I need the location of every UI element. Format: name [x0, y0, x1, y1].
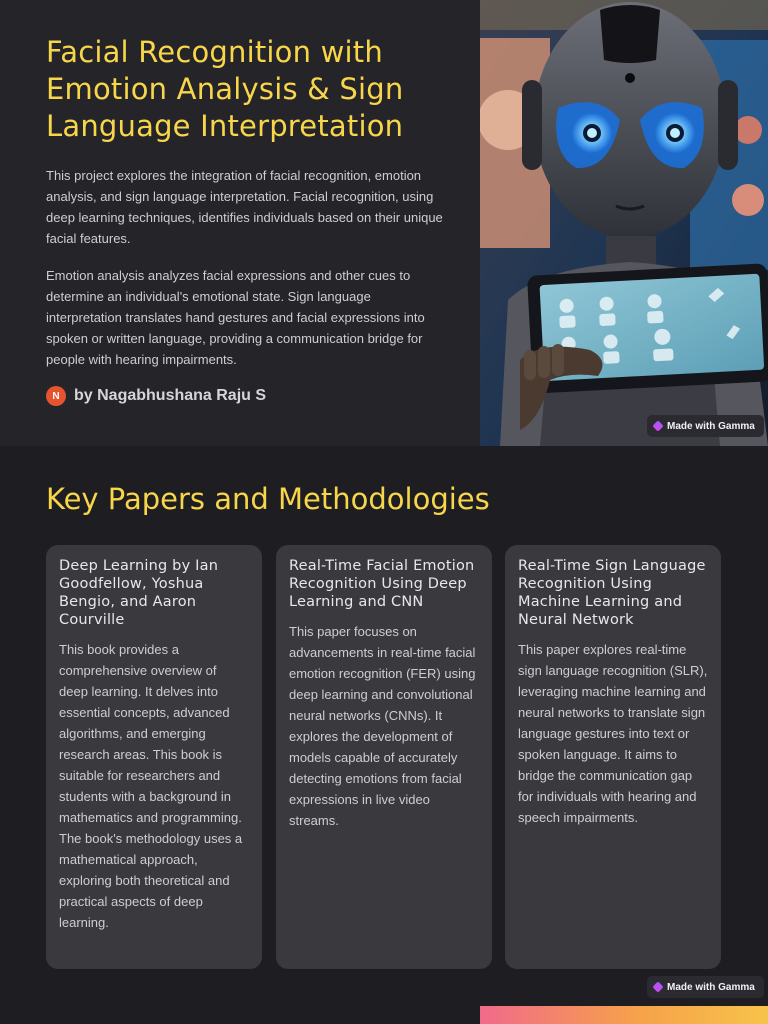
section-title: Key Papers and Methodologies — [46, 482, 490, 516]
badge-label: Made with Gamma — [667, 420, 755, 432]
badge-label: Made with Gamma — [667, 981, 755, 993]
robot-illustration-svg — [480, 0, 768, 446]
made-with-gamma-badge[interactable] — [647, 415, 764, 437]
card-body: This paper explores real-time sign language recognition (SLR), leveraging machine learning and neural networks to translate sign language gestures into text or spoken language. It aims to bridge the communication gap for individuals with hearing and speech impairments. — [518, 642, 708, 825]
author-line — [46, 386, 266, 406]
made-with-gamma-badge[interactable] — [647, 976, 764, 998]
card-title: Deep Learning by Ian Goodfellow, Yoshua Bengio, and Aaron Courville — [59, 558, 219, 628]
card-body: This paper focuses on advancements in real-time facial emotion recognition (FER) using deep learning and convolutional neural networks (CNNs). It explores the development of models capable of accurately detecting emotions from facial expressions in live video streams. — [289, 624, 476, 828]
paper-card — [46, 545, 262, 969]
next-slide-strip — [480, 1006, 768, 1024]
author-name: by Nagabhushana Raju S — [74, 387, 267, 404]
description-paragraph: Emotion analysis analyzes facial expressions and other cues to determine an individual's emotional state. Sign language interpretation translates hand gestures and facial expressions into spoken or written language, providing a communication bridge for people with hearing impairments. — [46, 268, 425, 367]
robot-illustration — [480, 0, 768, 446]
intro-paragraph: This project explores the integration of facial recognition, emotion analysis, and sign language interpretation. Facial recognition, using deep learning techniques, identifies individuals based on their unique facial features. — [46, 168, 443, 246]
paper-card — [276, 545, 492, 969]
title-slide — [0, 0, 768, 446]
card-title: Real-Time Sign Language Recognition Using Machine Learning and Neural Network — [518, 558, 706, 628]
card-title: Real-Time Facial Emotion Recognition Using Deep Learning and CNN — [289, 558, 475, 610]
page-title: Facial Recognition with Emotion Analysis & Sign Language Interpretation — [46, 35, 404, 143]
paper-card — [505, 545, 721, 969]
gamma-logo-icon — [652, 981, 663, 992]
card-body: This book provides a comprehensive overview of deep learning. It delves into essential concepts, advanced algorithms, and emerging research areas. This book is suitable for researchers and students with a background in mathematics and programming. The book's methodology uses a mathematical approach, exploring both theoretical and practical aspects of deep learning. — [59, 642, 243, 930]
avatar: N — [46, 386, 66, 406]
gamma-logo-icon — [652, 420, 663, 431]
